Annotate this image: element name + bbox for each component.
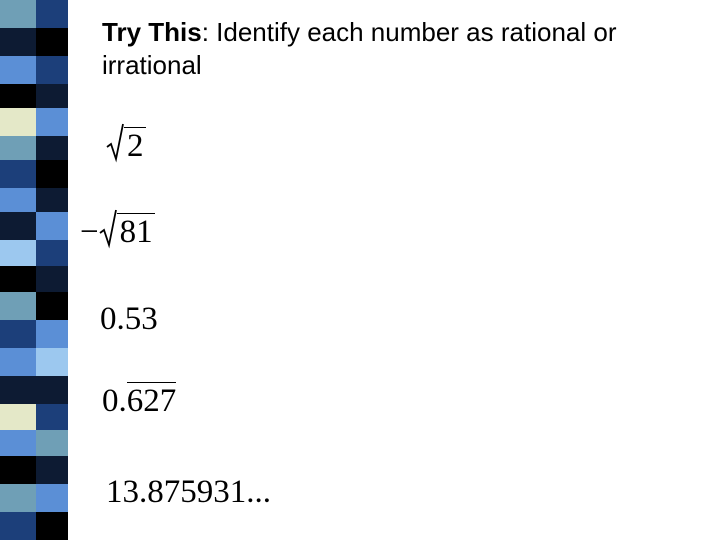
title-bold: Try This [102, 17, 202, 47]
radical-sign-icon [106, 123, 124, 163]
slide-title [102, 16, 712, 82]
item-repeating-decimal [102, 382, 176, 418]
item-sign: − [80, 214, 99, 250]
radicand: 2 [124, 127, 146, 163]
radicand: 81 [117, 213, 155, 249]
item-neg-sqrt-81 [80, 209, 155, 249]
repeating-digits: 627 [126, 383, 177, 419]
radical-sign-icon [99, 209, 117, 249]
decimal-prefix: 0. [102, 383, 127, 419]
item-sqrt-2 [106, 123, 146, 163]
title-rest: : Identify each number as rational or irrational [102, 17, 617, 80]
item-decimal: 0.53 [100, 301, 158, 337]
decorative-stripe-bar [0, 0, 72, 540]
item-nonterminating-decimal: 13.875931... [106, 474, 271, 510]
